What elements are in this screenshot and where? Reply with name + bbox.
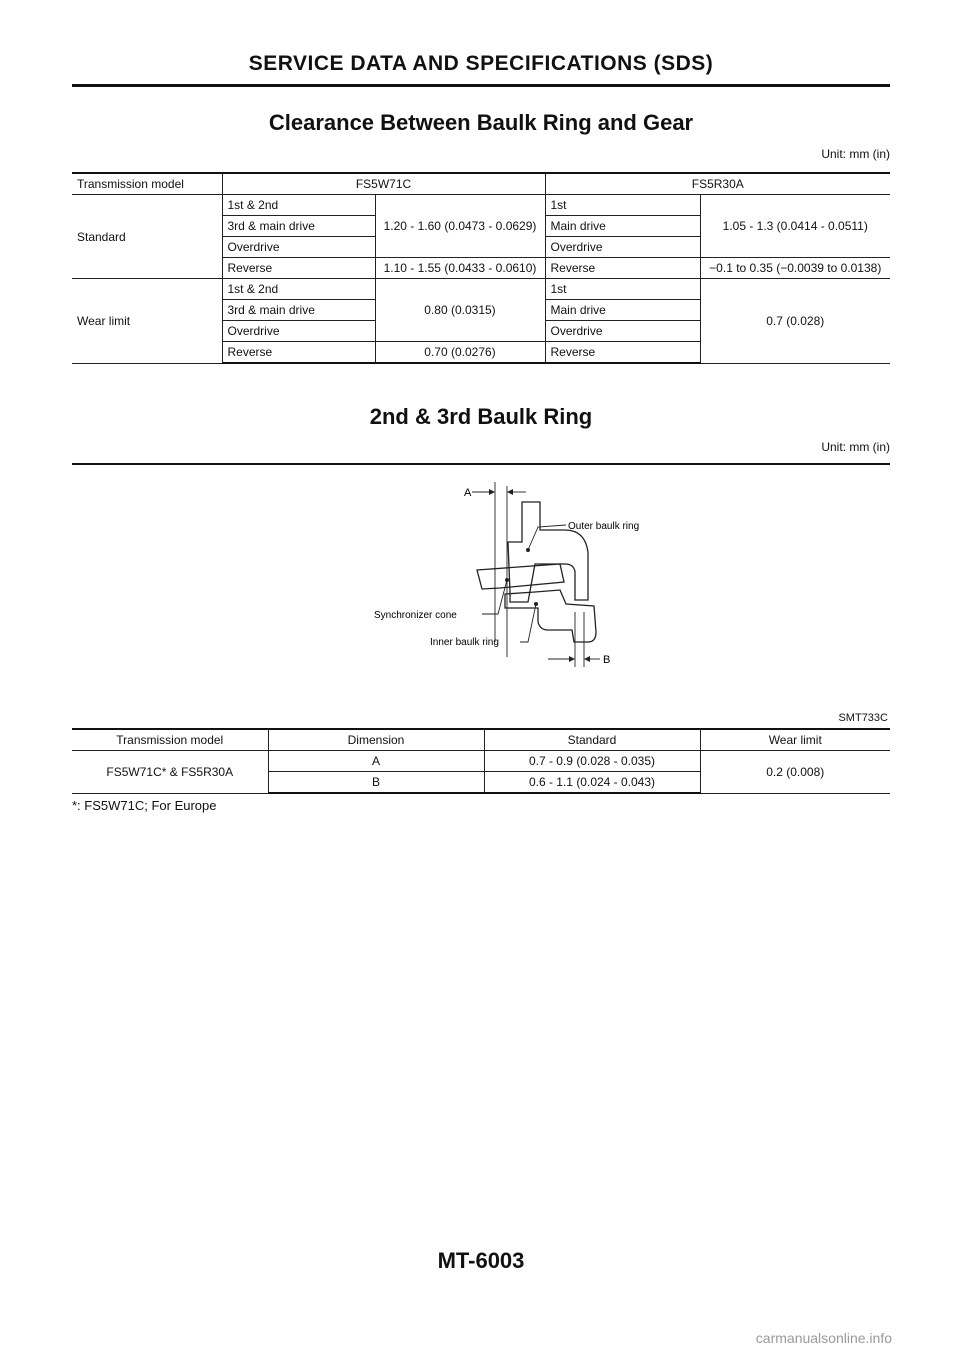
value-cell: 1.05 - 1.3 (0.0414 - 0.0511) — [700, 195, 890, 258]
value-cell: 1.20 - 1.60 (0.0473 - 0.0629) — [375, 195, 545, 258]
watermark: carmanualsonline.info — [755, 1330, 892, 1346]
gear-cell: Overdrive — [545, 321, 700, 342]
header-cell: Transmission model — [72, 173, 222, 195]
unit-label: Unit: mm (in) — [821, 440, 890, 454]
dimension-cell: B — [268, 772, 484, 794]
section-title-clearance: Clearance Between Baulk Ring and Gear — [268, 110, 694, 135]
gear-cell: 1st & 2nd — [222, 195, 375, 216]
value-cell: 0.70 (0.0276) — [375, 342, 545, 364]
gear-cell: Main drive — [545, 300, 700, 321]
baulk-ring-diagram — [360, 472, 680, 672]
table-row — [72, 279, 890, 300]
unit-label: Unit: mm (in) — [821, 147, 890, 161]
footnote: *: FS5W71C; For Europe — [72, 798, 217, 813]
section-title-baulk-ring: 2nd & 3rd Baulk Ring — [369, 404, 593, 429]
table-header-row — [72, 173, 890, 195]
row-label: Standard — [72, 195, 222, 279]
standard-cell: 0.7 - 0.9 (0.028 - 0.035) — [484, 751, 700, 772]
header-cell: Wear limit — [700, 729, 890, 751]
gear-cell: 1st — [545, 195, 700, 216]
section-rule — [72, 463, 890, 465]
header-cell: Transmission model — [72, 729, 268, 751]
model-cell: FS5W71C* & FS5R30A — [72, 751, 268, 794]
inner-baulk-ring-shape — [505, 590, 596, 642]
gear-cell: Overdrive — [222, 237, 375, 258]
header-cell: FS5W71C — [222, 173, 545, 195]
value-cell: 0.80 (0.0315) — [375, 279, 545, 342]
table-row — [72, 751, 890, 772]
label-synchronizer-cone: Synchronizer cone — [374, 610, 457, 621]
standard-cell: 0.6 - 1.1 (0.024 - 0.043) — [484, 772, 700, 794]
outer-baulk-ring-shape — [508, 502, 588, 602]
value-cell: 1.10 - 1.55 (0.0433 - 0.0610) — [375, 258, 545, 279]
value-cell: 0.7 (0.028) — [700, 279, 890, 364]
row-label: Wear limit — [72, 279, 222, 364]
dimension-cell: A — [268, 751, 484, 772]
header-cell: Standard — [484, 729, 700, 751]
table-row — [72, 195, 890, 216]
gear-cell: Main drive — [545, 216, 700, 237]
label-a: A — [464, 487, 472, 499]
label-outer-baulk-ring: Outer baulk ring — [568, 521, 640, 532]
table-header-row — [72, 729, 890, 751]
gear-cell: 3rd & main drive — [222, 300, 375, 321]
clearance-table — [72, 172, 890, 364]
page-number: MT-6003 — [437, 1248, 525, 1273]
gear-cell: 1st — [545, 279, 700, 300]
gear-cell: Overdrive — [222, 321, 375, 342]
label-inner-baulk-ring: Inner baulk ring — [430, 637, 499, 648]
value-cell: −0.1 to 0.35 (−0.0039 to 0.0138) — [700, 258, 890, 279]
wear-limit-cell: 0.2 (0.008) — [700, 751, 890, 794]
page-header: SERVICE DATA AND SPECIFICATIONS (SDS) — [248, 52, 714, 75]
header-rule — [72, 84, 890, 87]
header-cell: Dimension — [268, 729, 484, 751]
gear-cell: Reverse — [545, 258, 700, 279]
gear-cell: Overdrive — [545, 237, 700, 258]
gear-cell: Reverse — [222, 342, 375, 364]
baulk-ring-table — [72, 728, 890, 794]
gear-cell: Reverse — [222, 258, 375, 279]
gear-cell: Reverse — [545, 342, 700, 364]
gear-cell: 1st & 2nd — [222, 279, 375, 300]
figure-id: SMT733C — [838, 712, 888, 724]
synchronizer-cone-shape — [477, 564, 564, 589]
header-cell: FS5R30A — [545, 173, 890, 195]
label-b: B — [603, 654, 611, 666]
gear-cell: 3rd & main drive — [222, 216, 375, 237]
